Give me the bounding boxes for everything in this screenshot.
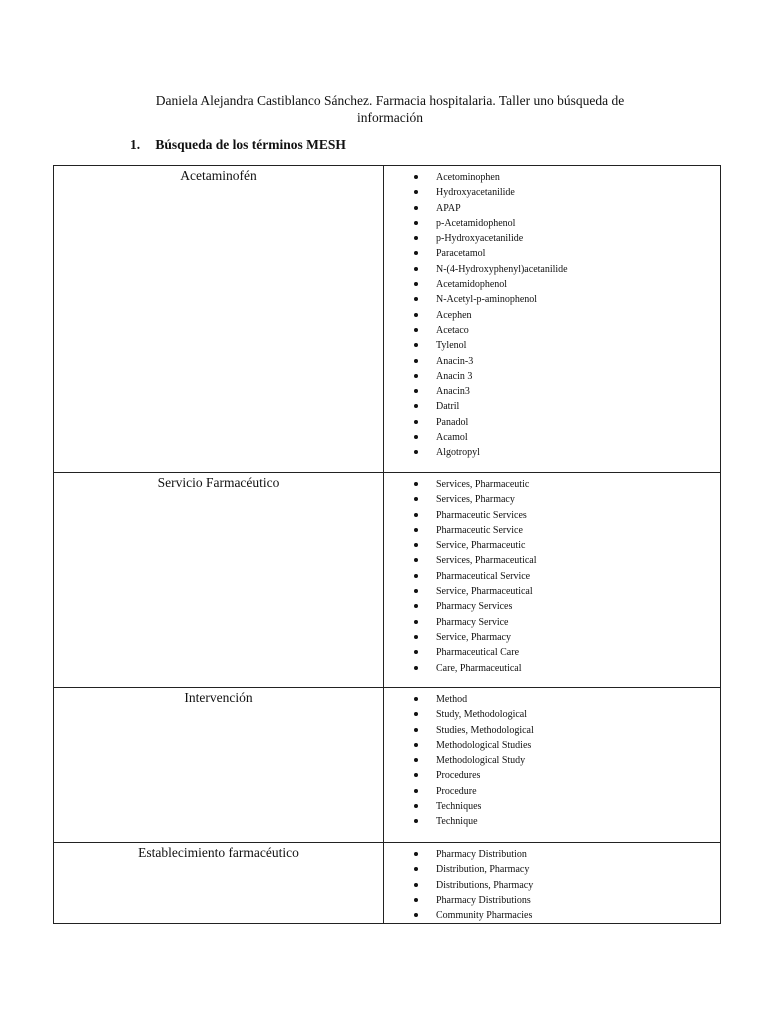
synonyms-cell — [384, 166, 721, 473]
synonym-item: Acetamidophenol — [384, 277, 720, 292]
synonym-item: Studies, Methodological — [384, 723, 720, 738]
synonym-item: p-Hydroxyacetanilide — [384, 231, 720, 246]
synonym-item: Paracetamol — [384, 246, 720, 261]
synonym-list — [384, 477, 720, 676]
synonym-item: Procedures — [384, 768, 720, 783]
synonym-list — [384, 847, 720, 923]
synonyms-cell — [384, 688, 721, 843]
synonym-item: APAP — [384, 201, 720, 216]
term-cell: Intervención — [54, 688, 384, 843]
synonym-item: Pharmacy Service — [384, 615, 720, 630]
synonym-item: Methodological Studies — [384, 738, 720, 753]
table-row — [54, 166, 721, 473]
synonym-item: Tylenol — [384, 338, 720, 353]
synonym-item: Distributions, Pharmacy — [384, 878, 720, 893]
synonym-item: Acamol — [384, 430, 720, 445]
synonym-item: Care, Pharmaceutical — [384, 661, 720, 676]
synonym-item: Methodological Study — [384, 753, 720, 768]
synonyms-cell — [384, 473, 721, 688]
synonym-item: Pharmaceutic Services — [384, 508, 720, 523]
synonyms-cell — [384, 843, 721, 924]
synonym-item: Services, Pharmaceutical — [384, 553, 720, 568]
section-title: Búsqueda de los términos MESH — [155, 137, 346, 152]
table-row — [54, 843, 721, 924]
term-cell: Servicio Farmacéutico — [54, 473, 384, 688]
table-row — [54, 688, 721, 843]
term-cell: Acetaminofén — [54, 166, 384, 473]
synonym-item: Techniques — [384, 799, 720, 814]
synonym-item: Pharmacy Distributions — [384, 893, 720, 908]
mesh-table-body — [54, 166, 721, 924]
synonym-item: Pharmaceutic Service — [384, 523, 720, 538]
synonym-item: Acetominophen — [384, 170, 720, 185]
synonym-list — [384, 170, 720, 461]
synonym-item: N-(4-Hydroxyphenyl)acetanilide — [384, 262, 720, 277]
synonym-item: Services, Pharmacy — [384, 492, 720, 507]
section-heading — [130, 137, 346, 153]
synonym-item: Community Pharmacies — [384, 908, 720, 923]
synonym-item: Distribution, Pharmacy — [384, 862, 720, 877]
synonym-item: p-Acetamidophenol — [384, 216, 720, 231]
synonym-item: Anacin 3 — [384, 369, 720, 384]
section-number: 1. — [130, 137, 141, 152]
synonym-item: Panadol — [384, 415, 720, 430]
synonym-item: Service, Pharmaceutic — [384, 538, 720, 553]
synonym-item: Service, Pharmaceutical — [384, 584, 720, 599]
synonym-item: Services, Pharmaceutic — [384, 477, 720, 492]
synonym-item: Service, Pharmacy — [384, 630, 720, 645]
term-cell: Establecimiento farmacéutico — [54, 843, 384, 924]
synonym-item: Datril — [384, 399, 720, 414]
synonym-item: Procedure — [384, 784, 720, 799]
synonym-item: Study, Methodological — [384, 707, 720, 722]
table-row — [54, 473, 721, 688]
synonym-item: Anacin-3 — [384, 354, 720, 369]
synonym-item: Algotropyl — [384, 445, 720, 460]
synonym-item: Anacin3 — [384, 384, 720, 399]
synonym-item: Acetaco — [384, 323, 720, 338]
synonym-item: Pharmacy Services — [384, 599, 720, 614]
synonym-item: Pharmaceutical Care — [384, 645, 720, 660]
synonym-item: Pharmacy Distribution — [384, 847, 720, 862]
synonym-item: Method — [384, 692, 720, 707]
document-title: Daniela Alejandra Castiblanco Sánchez. Farmacia hospitalaria. Taller uno búsqueda de información — [155, 93, 625, 125]
synonym-item: Technique — [384, 814, 720, 829]
synonym-item: Acephen — [384, 308, 720, 323]
synonym-item: Pharmaceutical Service — [384, 569, 720, 584]
synonym-item: N-Acetyl-p-aminophenol — [384, 292, 720, 307]
mesh-terms-table — [53, 165, 721, 924]
synonym-list — [384, 692, 720, 830]
synonym-item: Hydroxyacetanilide — [384, 185, 720, 200]
